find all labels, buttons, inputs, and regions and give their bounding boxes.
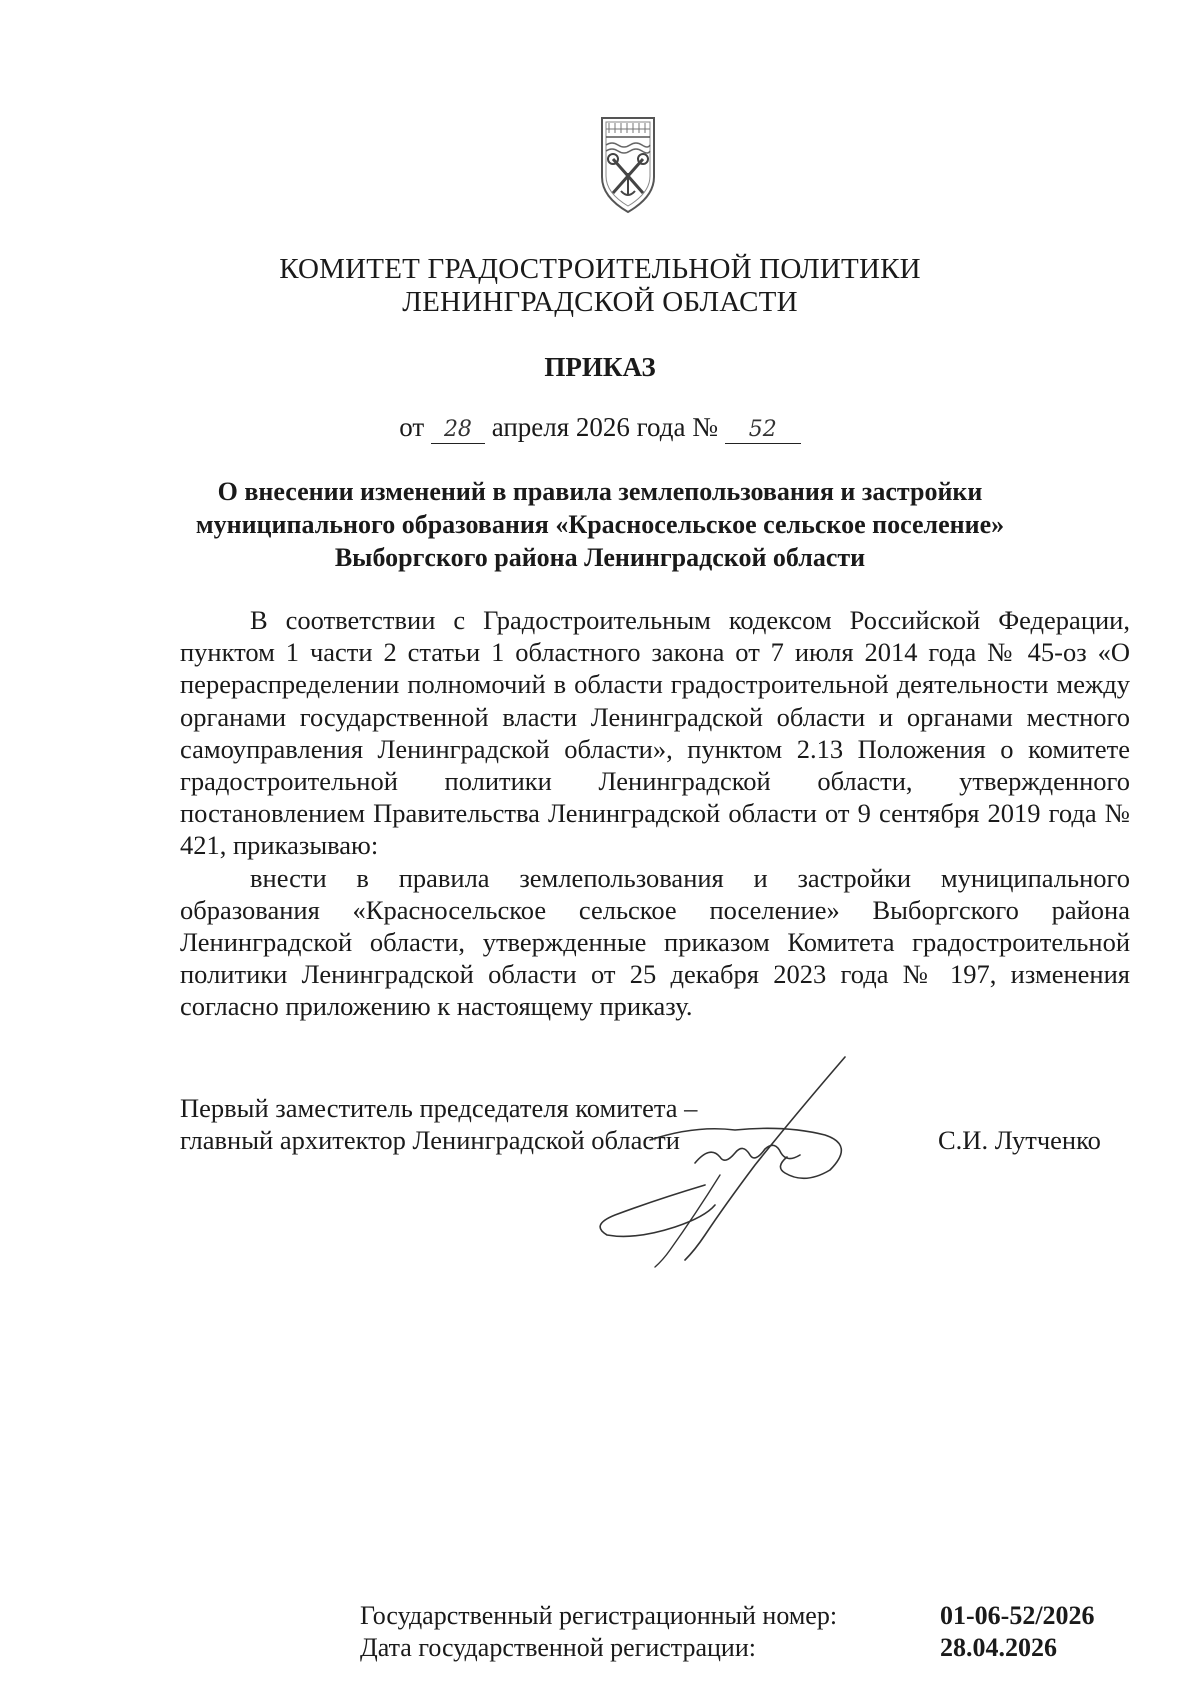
- subject-line3: Выборгского района Ленинградской области: [334, 543, 866, 572]
- registration-number-value: 01-06-52/2026: [940, 1601, 1095, 1630]
- handwritten-order-number: 52: [725, 417, 801, 444]
- order-subject: [0, 475, 1200, 574]
- body-paragraph-basis: В соответствии с Градостроительным кодексом Российской Федерации, пунктом 1 части 2 статьи 1 областного закона от 7 июля 2014 года № 45-оз «О перераспределении полномочий в области градостроительной деятельности между органами государственной власти Ленинградской области и органами местного самоуправления Ленинградской области», пунктом 2.13 Положения о комитете градостроительной политики Ленинградской области, утвержденного постановлением Правительства Ленинградской области от 9 сентября 2019 года № 421, приказываю:: [180, 605, 1130, 861]
- signer-position-line1: Первый заместитель председателя комитета –: [180, 1093, 698, 1123]
- coat-of-arms-icon: [599, 115, 657, 215]
- registration-date-label: Дата государственной регистрации:: [360, 1633, 756, 1662]
- subject-line2: муниципального образования «Красносельское сельское поселение»: [195, 510, 1005, 539]
- document-title: ПРИКАЗ: [544, 352, 656, 382]
- handwritten-signature-icon: [555, 1045, 925, 1285]
- committee-name-line1: КОМИТЕТ ГРАДОСТРОИТЕЛЬНОЙ ПОЛИТИКИ: [279, 253, 921, 285]
- signer-position-line2: главный архитектор Ленинградской области: [180, 1125, 680, 1155]
- order-body: [180, 604, 1130, 1023]
- handwritten-day: 28: [431, 417, 485, 444]
- registration-number-label: Государственный регистрационный номер:: [360, 1601, 838, 1630]
- date-prefix: от: [399, 412, 425, 442]
- signer-name: С.И. Лутченко: [938, 1125, 1101, 1155]
- registration-date-value: 28.04.2026: [940, 1633, 1057, 1662]
- committee-name-line2: ЛЕНИНГРАДСКОЙ ОБЛАСТИ: [402, 286, 798, 318]
- month-year: апреля 2026 года №: [491, 412, 718, 442]
- subject-line1: О внесении изменений в правила землепользования и застройки: [217, 477, 983, 506]
- body-paragraph-directive: внести в правила землепользования и застройки муниципального образования «Красносельское сельское поселение» Выборгского района Ленинградской области, утвержденные приказом Комитета градостроительной политики Ленинградской области от 25 декабря 2023 года № 197, изменения согласно приложению к настоящему приказу.: [180, 862, 1130, 1022]
- order-date-line: [0, 410, 1200, 444]
